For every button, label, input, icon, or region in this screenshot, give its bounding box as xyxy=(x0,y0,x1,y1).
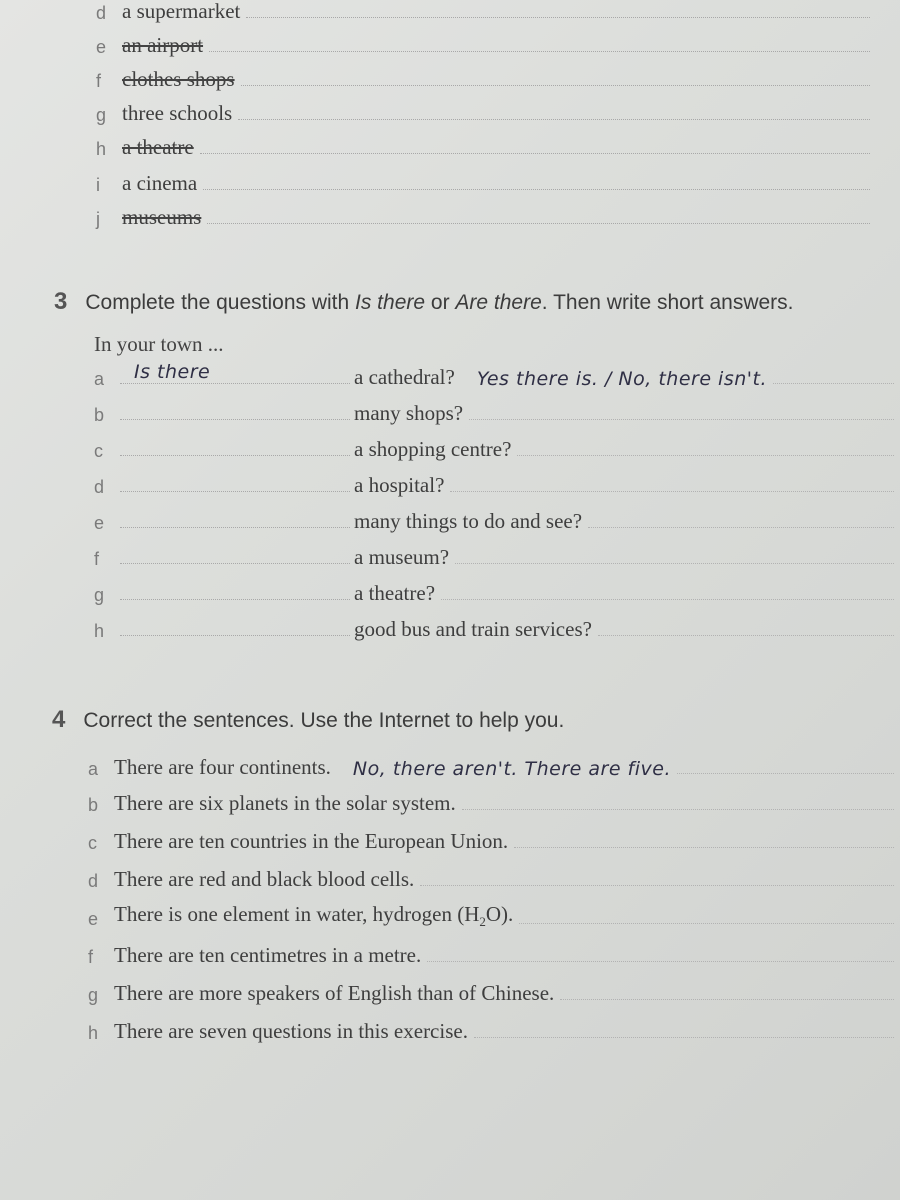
list-item xyxy=(96,130,876,160)
item-letter: b xyxy=(94,405,105,425)
answer-line[interactable] xyxy=(441,599,894,600)
question-text: a theatre? xyxy=(354,581,436,605)
item-letter: e xyxy=(96,37,107,57)
item-letter: d xyxy=(94,477,105,497)
sentence-row xyxy=(88,826,894,854)
list-item xyxy=(96,62,876,92)
exercise-3-heading xyxy=(54,288,794,316)
question-text: a museum? xyxy=(354,545,450,569)
sentence-part: There is one element in water, hydrogen (H xyxy=(114,901,480,926)
answer-line[interactable] xyxy=(450,491,894,492)
item-letter: j xyxy=(96,209,100,229)
sentence-row xyxy=(88,752,894,780)
answer-line[interactable] xyxy=(420,885,894,886)
handwritten-answer: No, there aren't. There are five. xyxy=(352,758,671,780)
question-row xyxy=(94,542,894,570)
fill-gap[interactable] xyxy=(120,361,350,384)
list-item xyxy=(96,166,876,196)
item-letter: g xyxy=(88,985,99,1005)
sentence-row xyxy=(88,978,894,1006)
question-text: many things to do and see? xyxy=(354,509,583,533)
question-row xyxy=(94,398,894,426)
answer-line xyxy=(241,84,870,86)
item-text: a supermarket xyxy=(122,0,241,23)
answer-line[interactable] xyxy=(469,419,894,420)
answer-line xyxy=(238,118,870,120)
instruction-text: . Then write short answers. xyxy=(541,291,794,314)
sentence-row xyxy=(88,1016,894,1044)
fill-gap[interactable] xyxy=(120,635,350,636)
sentence-row xyxy=(88,902,894,930)
fill-gap[interactable] xyxy=(120,455,350,456)
question-row xyxy=(94,578,894,606)
sentence-row xyxy=(88,940,894,968)
exercise-number: 4 xyxy=(52,706,66,733)
question-text: a cathedral? xyxy=(354,365,455,389)
item-letter: d xyxy=(88,871,99,891)
exercise-number: 3 xyxy=(54,288,68,315)
item-text: a cinema xyxy=(122,171,198,195)
answer-line xyxy=(207,222,870,224)
instruction-emphasis: Is there xyxy=(355,291,426,314)
handwritten-fill: Is there xyxy=(134,361,211,383)
instruction-text: Correct the sentences. Use the Internet to help you. xyxy=(83,709,565,732)
answer-line[interactable] xyxy=(427,961,894,962)
item-letter: g xyxy=(96,105,107,125)
question-row xyxy=(94,614,894,642)
item-letter: e xyxy=(94,513,105,533)
answer-line xyxy=(677,773,894,774)
item-text: museums xyxy=(122,205,202,229)
item-letter: e xyxy=(88,909,99,929)
question-row xyxy=(94,506,894,534)
question-text: good bus and train services? xyxy=(354,617,592,641)
list-item xyxy=(96,28,876,58)
answer-line xyxy=(246,16,870,18)
question-text: many shops? xyxy=(354,401,464,425)
instruction-text: Complete the questions with xyxy=(85,291,356,314)
item-letter: g xyxy=(94,585,105,605)
answer-line xyxy=(200,152,870,154)
item-text: three schools xyxy=(122,101,233,125)
item-letter: f xyxy=(96,71,102,91)
item-text: a theatre xyxy=(122,135,194,159)
item-letter: c xyxy=(88,833,97,853)
answer-line[interactable] xyxy=(455,563,894,564)
sentence-text xyxy=(114,902,513,930)
answer-line xyxy=(209,50,870,52)
sentence-text: There are six planets in the solar system. xyxy=(114,791,456,815)
list-item xyxy=(96,200,876,230)
sentence-row xyxy=(88,788,894,816)
instruction-emphasis: Are there xyxy=(455,291,542,314)
item-letter: h xyxy=(94,621,105,641)
item-letter: c xyxy=(94,441,103,461)
answer-line[interactable] xyxy=(474,1037,894,1038)
item-letter: h xyxy=(88,1023,99,1043)
sentence-row xyxy=(88,864,894,892)
question-text: a hospital? xyxy=(354,473,445,497)
item-letter: a xyxy=(94,369,105,389)
fill-gap[interactable] xyxy=(120,419,350,420)
intro-text: In your town ... xyxy=(94,332,224,356)
answer-line[interactable] xyxy=(598,635,894,636)
question-row xyxy=(94,470,894,498)
answer-line xyxy=(773,383,894,384)
item-letter: f xyxy=(88,947,94,967)
item-letter: h xyxy=(96,139,107,159)
answer-line[interactable] xyxy=(560,999,894,1000)
item-letter: b xyxy=(88,795,99,815)
sentence-text: There are four continents. xyxy=(114,755,331,779)
sentence-text: There are red and black blood cells. xyxy=(114,867,415,891)
answer-line[interactable] xyxy=(519,923,894,924)
item-letter: d xyxy=(96,3,107,23)
answer-line xyxy=(203,188,870,190)
question-row xyxy=(94,362,894,390)
answer-line[interactable] xyxy=(517,455,894,456)
sentence-text: There are ten countries in the European Union. xyxy=(114,829,509,853)
answer-line[interactable] xyxy=(462,809,894,810)
sentence-text: There are ten centimetres in a metre. xyxy=(114,943,422,967)
fill-gap[interactable] xyxy=(120,563,350,564)
list-item xyxy=(96,96,876,126)
fill-gap[interactable] xyxy=(120,491,350,492)
item-letter: i xyxy=(96,175,100,195)
sentence-text: There are more speakers of English than of Chinese. xyxy=(114,981,555,1005)
sentence-text: There are seven questions in this exercise. xyxy=(114,1019,468,1043)
fill-gap[interactable] xyxy=(120,527,350,528)
subscript: 2 xyxy=(479,914,486,929)
fill-gap[interactable] xyxy=(120,599,350,600)
handwritten-answer: Yes there is. / No, there isn't. xyxy=(476,368,767,390)
exercise-4-heading xyxy=(52,706,564,734)
question-text: a shopping centre? xyxy=(354,437,512,461)
item-letter: f xyxy=(94,549,100,569)
item-text: an airport xyxy=(122,33,204,57)
instruction-text: or xyxy=(425,291,456,314)
answer-line[interactable] xyxy=(588,527,894,528)
item-letter: a xyxy=(88,759,99,779)
item-text: clothes shops xyxy=(122,67,235,91)
question-row xyxy=(94,434,894,462)
list-item xyxy=(96,0,876,24)
sentence-part: O). xyxy=(485,901,514,926)
answer-line[interactable] xyxy=(514,847,894,848)
